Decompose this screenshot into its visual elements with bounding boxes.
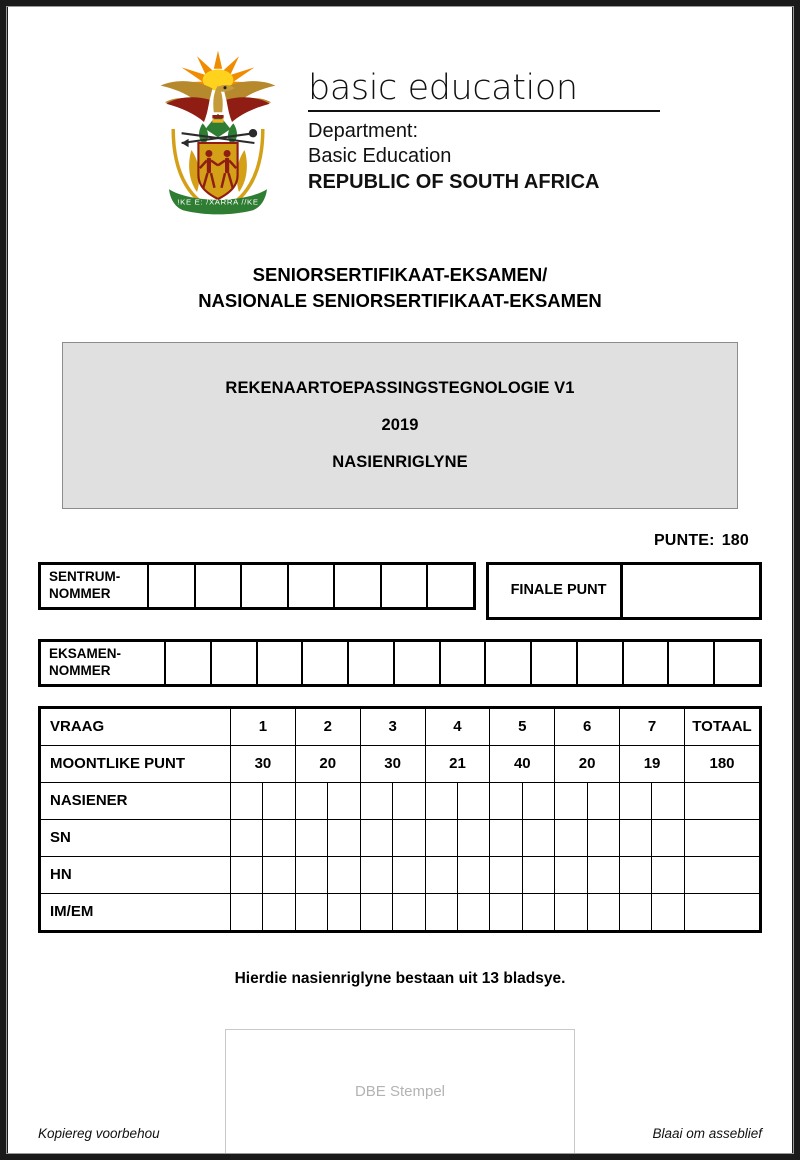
mark-entry-cell[interactable] <box>652 782 685 819</box>
exam-number-cell[interactable] <box>303 642 349 684</box>
document-type: NASIENRIGLYNE <box>332 452 468 471</box>
mark-entry-cell[interactable] <box>522 893 554 931</box>
centre-and-final-row <box>38 562 762 620</box>
subject-info-box <box>62 342 738 509</box>
mark-entry-cell[interactable] <box>457 782 489 819</box>
exam-title-line-2: NASIONALE SENIORSERTIFIKAAT-EKSAMEN <box>198 290 602 312</box>
mark-entry-cell[interactable] <box>328 782 360 819</box>
mark-entry-cell[interactable] <box>263 856 295 893</box>
exam-number-cell[interactable] <box>486 642 532 684</box>
marks-summary-table <box>38 706 762 933</box>
table-row <box>40 856 761 893</box>
centre-number-cell[interactable] <box>428 565 473 607</box>
exam-number-label-line2: NOMMER <box>49 662 111 678</box>
document-header <box>38 7 762 220</box>
mark-entry-cell[interactable] <box>522 856 554 893</box>
subject-name: REKENAARTOEPASSINGSTEGNOLOGIE V1 <box>225 378 575 397</box>
final-mark-label: FINALE PUNT <box>489 565 623 617</box>
mark-entry-cell[interactable] <box>360 782 392 819</box>
table-row <box>40 782 761 819</box>
mark-entry-cell[interactable] <box>425 819 457 856</box>
mark-entry-cell[interactable] <box>263 782 295 819</box>
possible-total-cell: 180 <box>685 745 761 782</box>
mark-entry-cell[interactable] <box>360 893 392 931</box>
final-mark-box[interactable] <box>486 562 762 620</box>
mark-entry-cell[interactable] <box>295 856 327 893</box>
logo-title: basic education <box>308 68 578 108</box>
row-total-cell[interactable] <box>685 819 761 856</box>
row-total-cell[interactable] <box>685 856 761 893</box>
mark-entry-cell[interactable] <box>457 856 489 893</box>
mark-entry-cell[interactable] <box>328 856 360 893</box>
mark-entry-cell[interactable] <box>555 893 587 931</box>
mark-entry-cell[interactable] <box>620 893 652 931</box>
mark-entry-cell[interactable] <box>652 819 685 856</box>
logo-text-block <box>308 45 660 195</box>
exam-title-block <box>38 262 762 315</box>
mark-entry-cell[interactable] <box>555 856 587 893</box>
mark-entry-cell[interactable] <box>587 819 619 856</box>
mark-entry-cell[interactable] <box>587 782 619 819</box>
mark-entry-cell[interactable] <box>587 856 619 893</box>
exam-year: 2019 <box>381 415 419 434</box>
mark-entry-cell[interactable] <box>328 893 360 931</box>
mark-entry-cell[interactable] <box>425 893 457 931</box>
mark-entry-cell[interactable] <box>555 819 587 856</box>
mark-entry-cell[interactable] <box>555 782 587 819</box>
total-header-cell: TOTAAL <box>685 707 761 745</box>
exam-number-cell[interactable] <box>441 642 487 684</box>
mark-entry-cell[interactable] <box>425 856 457 893</box>
mark-entry-cell[interactable] <box>620 782 652 819</box>
exam-number-cell[interactable] <box>258 642 304 684</box>
mark-entry-cell[interactable] <box>620 819 652 856</box>
question-header-cell: 5 <box>490 707 555 745</box>
centre-number-label <box>41 565 149 607</box>
question-header-cell: 7 <box>620 707 685 745</box>
question-header-cell: 4 <box>425 707 490 745</box>
mark-entry-cell[interactable] <box>490 782 522 819</box>
logo-divider <box>308 110 660 112</box>
mark-entry-cell[interactable] <box>295 819 327 856</box>
question-header-cell: 1 <box>231 707 296 745</box>
centre-number-box[interactable] <box>38 562 476 610</box>
exam-number-cell[interactable] <box>624 642 670 684</box>
exam-title-line-1: SENIORSERTIFIKAAT-EKSAMEN/ <box>252 264 548 285</box>
question-header-cell: 2 <box>295 707 360 745</box>
possible-mark-cell: 30 <box>231 745 296 782</box>
row-label: SN <box>40 819 231 856</box>
table-row <box>40 893 761 931</box>
total-marks-line <box>38 532 762 550</box>
row-label: IM/EM <box>40 893 231 931</box>
mark-entry-cell[interactable] <box>522 782 554 819</box>
exam-number-label <box>41 642 166 684</box>
mark-entry-cell[interactable] <box>490 819 522 856</box>
mark-entry-cell[interactable] <box>231 819 263 856</box>
centre-number-label-line1: SENTRUM- <box>49 569 121 585</box>
mark-entry-cell[interactable] <box>587 893 619 931</box>
exam-number-cell[interactable] <box>669 642 715 684</box>
exam-number-cell[interactable] <box>578 642 624 684</box>
mark-entry-cell[interactable] <box>328 819 360 856</box>
centre-number-cell[interactable] <box>382 565 429 607</box>
centre-number-cell[interactable] <box>289 565 336 607</box>
row-total-cell[interactable] <box>685 782 761 819</box>
mark-entry-cell[interactable] <box>231 856 263 893</box>
mark-entry-cell[interactable] <box>360 819 392 856</box>
mark-entry-cell[interactable] <box>393 819 425 856</box>
logo-department-name: Basic Education <box>308 145 452 168</box>
logo-country: REPUBLIC OF SOUTH AFRICA <box>308 170 600 193</box>
table-row <box>40 819 761 856</box>
exam-number-cell[interactable] <box>212 642 258 684</box>
mark-entry-cell[interactable] <box>263 893 295 931</box>
possible-mark-cell: 30 <box>360 745 425 782</box>
table-row-questions <box>40 707 761 745</box>
mark-entry-cell[interactable] <box>393 893 425 931</box>
possible-mark-cell: 20 <box>555 745 620 782</box>
exam-number-cell[interactable] <box>395 642 441 684</box>
centre-number-cell[interactable] <box>196 565 243 607</box>
south-african-coat-of-arms-icon <box>148 45 288 220</box>
mark-entry-cell[interactable] <box>231 893 263 931</box>
mark-entry-cell[interactable] <box>490 893 522 931</box>
mark-entry-cell[interactable] <box>652 856 685 893</box>
centre-number-cell[interactable] <box>242 565 289 607</box>
final-mark-value-cell[interactable] <box>623 565 759 617</box>
row-total-cell[interactable] <box>685 893 761 931</box>
centre-number-cell[interactable] <box>335 565 382 607</box>
question-header-cell: 3 <box>360 707 425 745</box>
exam-number-row <box>38 639 762 687</box>
exam-cover-page <box>8 7 792 1153</box>
exam-number-cell[interactable] <box>715 642 759 684</box>
row-label: HN <box>40 856 231 893</box>
possible-mark-cell: 21 <box>425 745 490 782</box>
turn-over-note: Blaai om asseblief <box>652 1126 762 1141</box>
mark-entry-cell[interactable] <box>231 782 263 819</box>
dbe-stamp-placeholder: DBE Stempel <box>354 1083 446 1100</box>
exam-number-cell[interactable] <box>166 642 212 684</box>
page-count-note: Hierdie nasienriglyne bestaan uit 13 bladsye. <box>234 969 566 987</box>
possible-mark-row-label: MOONTLIKE PUNT <box>40 745 231 782</box>
mark-entry-cell[interactable] <box>360 856 392 893</box>
exam-number-label-line1: EKSAMEN- <box>49 646 122 662</box>
possible-mark-cell: 40 <box>490 745 555 782</box>
mark-entry-cell[interactable] <box>457 893 489 931</box>
possible-mark-cell: 20 <box>295 745 360 782</box>
question-row-label: VRAAG <box>40 707 231 745</box>
table-row-possible-marks <box>40 745 761 782</box>
mark-entry-cell[interactable] <box>652 893 685 931</box>
mark-entry-cell[interactable] <box>393 856 425 893</box>
exam-number-box[interactable] <box>38 639 762 687</box>
mark-entry-cell[interactable] <box>425 782 457 819</box>
exam-number-cell[interactable] <box>349 642 395 684</box>
mark-entry-cell[interactable] <box>620 856 652 893</box>
row-label: NASIENER <box>40 782 231 819</box>
mark-entry-cell[interactable] <box>263 819 295 856</box>
mark-entry-cell[interactable] <box>393 782 425 819</box>
total-marks-label: PUNTE: <box>653 531 715 549</box>
mark-entry-cell[interactable] <box>490 856 522 893</box>
total-marks-value: 180 <box>721 531 749 549</box>
centre-number-cell[interactable] <box>149 565 196 607</box>
mark-entry-cell[interactable] <box>295 782 327 819</box>
question-header-cell: 6 <box>555 707 620 745</box>
mark-entry-cell[interactable] <box>522 819 554 856</box>
mark-entry-cell[interactable] <box>457 819 489 856</box>
copyright-note: Kopiereg voorbehou <box>38 1126 160 1141</box>
logo-department-label: Department: <box>308 119 419 142</box>
possible-mark-cell: 19 <box>620 745 685 782</box>
mark-entry-cell[interactable] <box>295 893 327 931</box>
coat-of-arms-motto: !KE E: /XARRA //KE <box>177 197 259 207</box>
centre-number-label-line2: NOMMER <box>49 585 111 601</box>
exam-number-cell[interactable] <box>532 642 578 684</box>
page-footer <box>38 1126 762 1141</box>
